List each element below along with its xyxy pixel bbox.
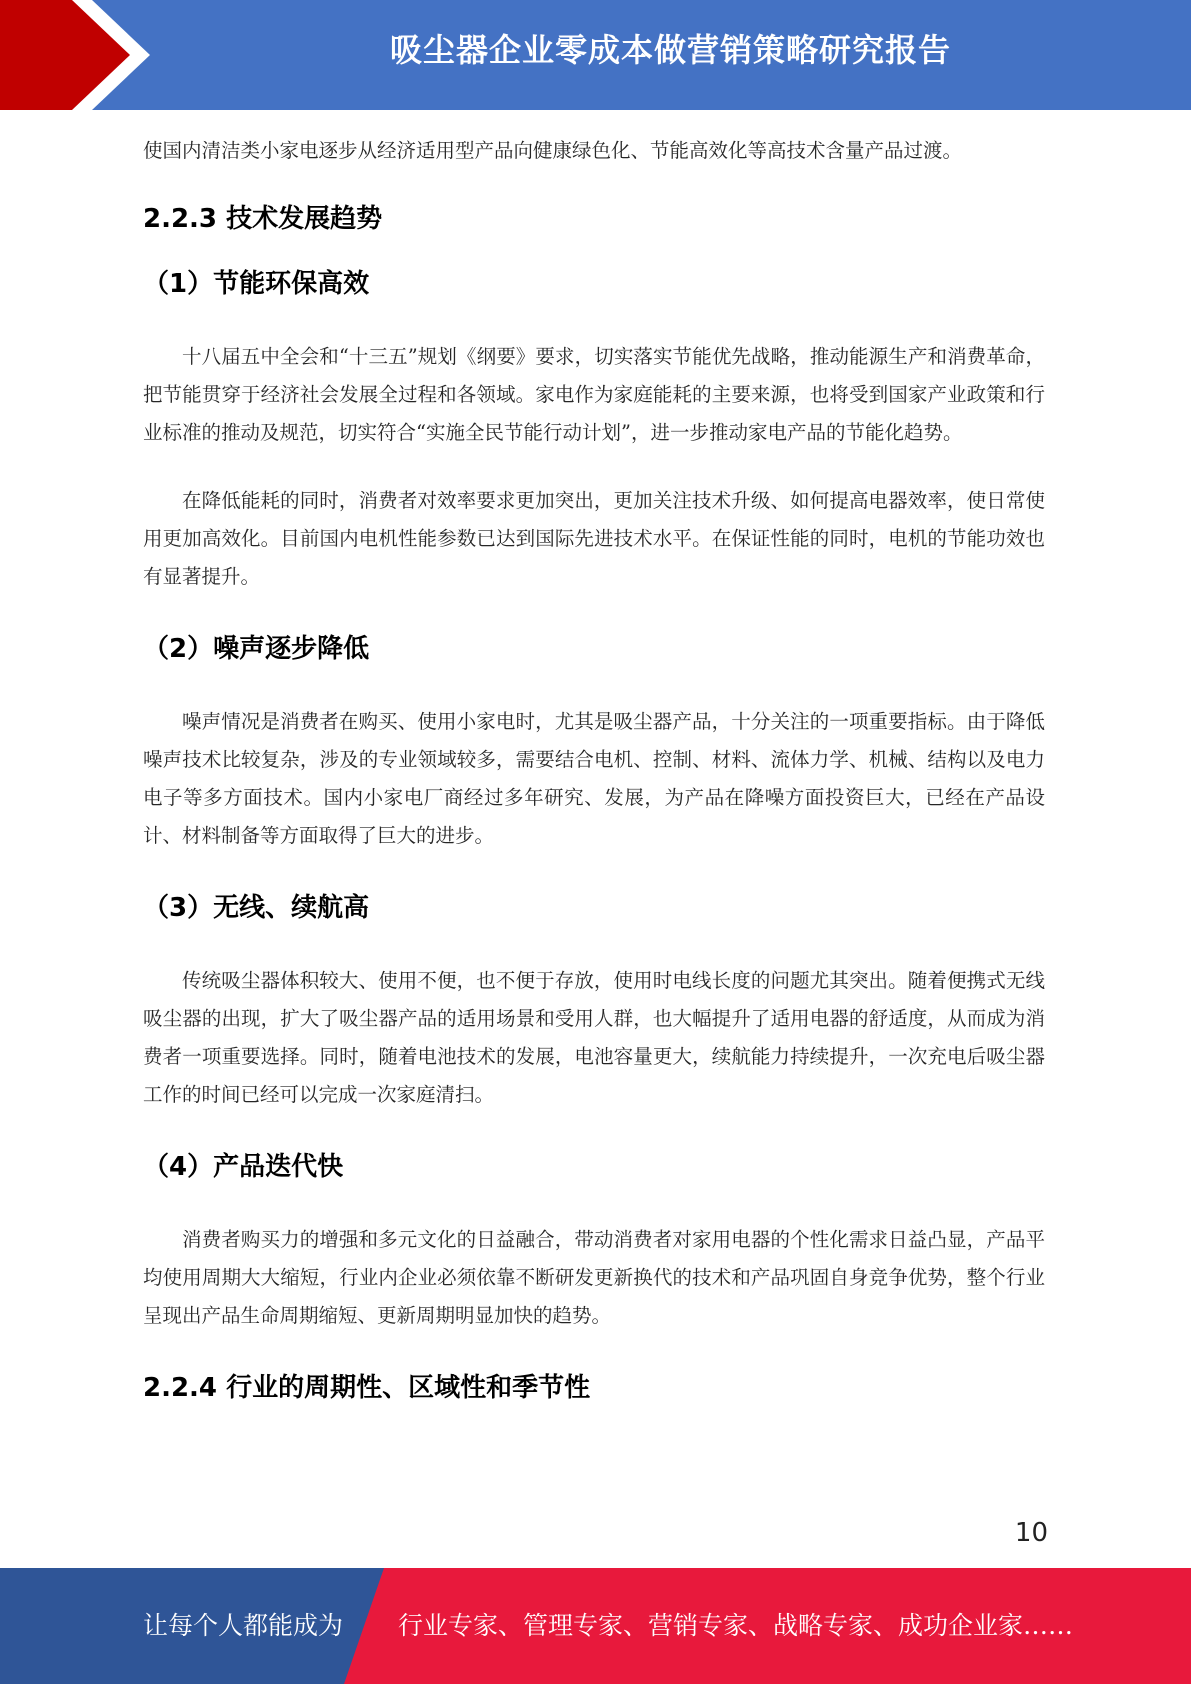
page-header [0,0,1191,110]
paragraph-iteration: 消费者购买力的增强和多元文化的日益融合，带动消费者对家用电器的个性化需求日益凸显，产品平均使用周期大大缩短，行业内企业必须依靠不断研发更新换代的技术和产品巩固自身竞争优势，整个行业呈现出产品生命周期缩短、更新周期明显加快的趋势。 [143,1228,1045,1327]
paragraph-wireless: 传统吸尘器体积较大、使用不便，也不便于存放，使用时电线长度的问题尤其突出。随着便携式无线吸尘器的出现，扩大了吸尘器产品的适用场景和受用人群，也大幅提升了适用电器的舒适度，从而成为消费者一项重要选择。同时，随着电池技术的发展，电池容量更大，续航能力持续提升，一次充电后吸尘器工作的时间已经可以完成一次家庭清扫。 [143,969,1045,1106]
paragraph-energy-efficiency: 在降低能耗的同时，消费者对效率要求更加突出，更加关注技术升级、如何提高电器效率，使日常使用更加高效化。目前国内电机性能参数已达到国际先进技术水平。在保证性能的同时，电机的节能功效也有显著提升。 [143,489,1045,588]
subheading-wireless-battery: （3）无线、续航高 [143,893,370,923]
section-heading-2-2-3: 2.2.3 技术发展趋势 [143,204,383,234]
subheading-fast-iteration: （4）产品迭代快 [143,1152,344,1182]
subheading-energy-saving: （1）节能环保高效 [143,269,370,299]
document-body [143,132,1045,1404]
paragraph-noise: 噪声情况是消费者在购买、使用小家电时，尤其是吸尘器产品，十分关注的一项重要指标。由于降低噪声技术比较复杂，涉及的专业领域较多，需要结合电机、控制、材料、流体力学、机械、结构以及电力电子等多方面技术。国内小家电厂商经过多年研究、发展，为产品在降噪方面投资巨大，已经在产品设计、材料制备等方面取得了巨大的进步。 [143,710,1045,847]
section-heading-2-2-4: 2.2.4 行业的周期性、区域性和季节性 [143,1373,591,1403]
footer-slogan-right: 行业专家、管理专家、营销专家、战略专家、成功企业家…… [398,1611,1074,1640]
intro-paragraph: 使国内清洁类小家电逐步从经济适用型产品向健康绿色化、节能高效化等高技术含量产品过渡。 [143,139,963,162]
subheading-noise-reduction: （2）噪声逐步降低 [143,634,370,664]
report-title: 吸尘器企业零成本做营销策略研究报告 [389,31,951,69]
paragraph-energy-policy: 十八届五中全会和“十三五”规划《纲要》要求，切实落实节能优先战略，推动能源生产和消费革命，把节能贯穿于经济社会发展全过程和各领域。家电作为家庭能耗的主要来源，也将受到国家产业政策和行业标准的推动及规范，切实符合“实施全民节能行动计划”，进一步推动家电产品的节能化趋势。 [143,345,1045,444]
footer-slogan-left: 让每个人都能成为 [143,1611,344,1640]
page-footer [0,1568,1191,1684]
header-chevron-decoration [0,0,160,110]
page-number: 10 [1014,1518,1048,1548]
